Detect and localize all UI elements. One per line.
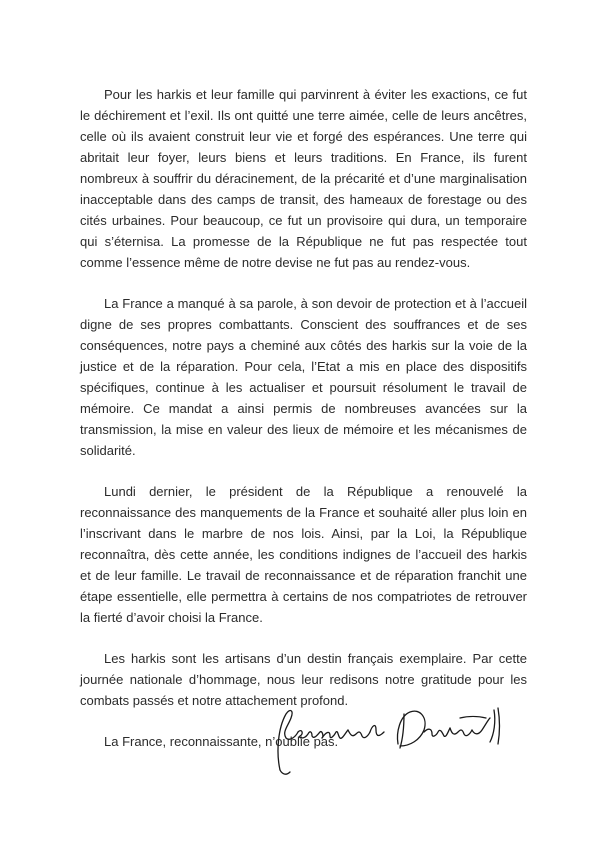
closing-line: La France, reconnaissante, n’oublie pas. [104, 734, 339, 749]
paragraph-2: La France a manqué à sa parole, à son devoir de protection et à l’accueil digne de ses propres combattants. Conscient des souffrances et de ses conséquences, notre pays a cheminé aux côtés des harkis sur la voie de la justice et de la réparation. Pour cela, l’Etat a mis en place des dispositifs spécifiques, continue à les actualiser et poursuit résolument le travail de mémoire. Ce mandat a ainsi permis de nombreuses avancées sur la transmission, la mise en valeur des lieux de mémoire et les mécanismes de solidarité. [80, 296, 527, 458]
signature-image [272, 692, 512, 782]
letter-body [80, 84, 527, 772]
paragraph-4: Les harkis sont les artisans d’un destin français exemplaire. Par cette journée nationale d’hommage, nous leur redisons notre gratitude pour les combats passés et notre attachement profond. [80, 651, 527, 708]
paragraph-1: Pour les harkis et leur famille qui parvinrent à éviter les exactions, ce fut le déchirement et l’exil. Ils ont quitté une terre aimée, celle de leurs ancêtres, celle où ils avaient construit leur vie et forgé des espérances. Une terre qui abritait leur foyer, leurs biens et leurs traditions. En France, ils furent nombreux à souffrir du déracinement, de la précarité et d’une marginalisation inacceptable dans des camps de transit, des hameaux de forestage ou des cités urbaines. Pour beaucoup, ce fut un provisoire qui dura, un temporaire qui s’éternisa. La promesse de la République ne fut pas respectée tout comme l’essence même de notre devise ne fut pas au rendez-vous. [80, 87, 527, 270]
paragraph-3: Lundi dernier, le président de la République a renouvelé la reconnaissance des manquements de la France et souhaité aller plus loin en l’inscrivant dans le marbre de nos lois. Ainsi, par la Loi, la République reconnaîtra, dès cette année, les conditions indignes de l’accueil des harkis et de leur famille. Le travail de reconnaissance et de réparation franchit une étape essentielle, elle permettra à certains de nos compatriotes de retrouver la fierté d’avoir choisi la France. [80, 484, 527, 625]
handwritten-signature [272, 692, 512, 782]
